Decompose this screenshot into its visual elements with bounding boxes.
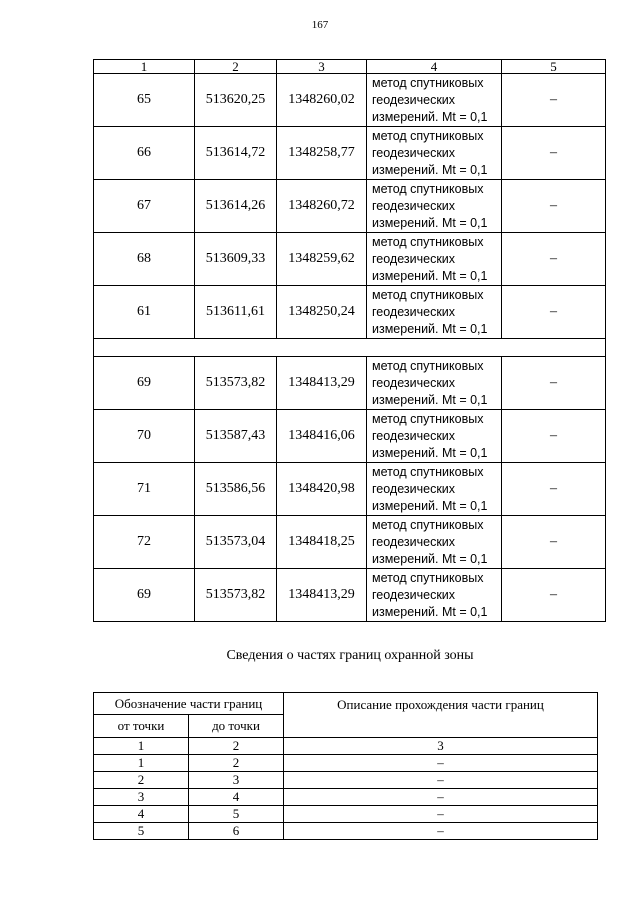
- x-coordinate-cell: 513620,25: [195, 74, 277, 127]
- method-cell: [367, 569, 502, 622]
- table-row: [94, 410, 606, 463]
- header-from-cell: от точки: [94, 715, 189, 738]
- method-line: метод спутниковых: [372, 517, 484, 532]
- description-cell: –: [284, 755, 598, 772]
- method-line: измерений. Mt = 0,1: [372, 321, 488, 336]
- method-line: измерений. Mt = 0,1: [372, 604, 488, 619]
- note-cell: –: [502, 286, 606, 339]
- method-line: метод спутниковых: [372, 75, 484, 90]
- x-coordinate-cell: 513614,72: [195, 127, 277, 180]
- header-to-cell: до точки: [189, 715, 284, 738]
- method-line: геодезических: [372, 145, 456, 160]
- method-cell: [367, 286, 502, 339]
- table-row: [94, 772, 598, 789]
- method-line: метод спутниковых: [372, 181, 484, 196]
- y-coordinate-cell: 1348413,29: [277, 357, 367, 410]
- method-line: геодезических: [372, 375, 456, 390]
- method-line: геодезических: [372, 251, 456, 266]
- numbering-cell: 2: [189, 738, 284, 755]
- from-point-cell: 4: [94, 806, 189, 823]
- header-cell: 2: [195, 60, 277, 74]
- y-coordinate-cell: 1348413,29: [277, 569, 367, 622]
- method-line: метод спутниковых: [372, 411, 484, 426]
- note-cell: –: [502, 357, 606, 410]
- method-cell: [367, 127, 502, 180]
- method-line: геодезических: [372, 587, 456, 602]
- method-line: геодезических: [372, 198, 456, 213]
- point-cell: 61: [94, 286, 195, 339]
- table-row: [94, 823, 598, 840]
- from-point-cell: 3: [94, 789, 189, 806]
- table-row: [94, 233, 606, 286]
- header-cell: 3: [277, 60, 367, 74]
- method-cell: [367, 74, 502, 127]
- section-title: Сведения о частях границ охранной зоны: [226, 648, 474, 663]
- x-coordinate-cell: 513587,43: [195, 410, 277, 463]
- to-point-cell: 3: [189, 772, 284, 789]
- note-cell: –: [502, 410, 606, 463]
- y-coordinate-cell: 1348418,25: [277, 516, 367, 569]
- separator-row: [94, 339, 606, 357]
- table-row: [94, 180, 606, 233]
- point-cell: 72: [94, 516, 195, 569]
- table-row: [94, 806, 598, 823]
- x-coordinate-cell: 513611,61: [195, 286, 277, 339]
- point-cell: 67: [94, 180, 195, 233]
- point-cell: 69: [94, 569, 195, 622]
- from-point-cell: 2: [94, 772, 189, 789]
- to-point-cell: 5: [189, 806, 284, 823]
- method-line: метод спутниковых: [372, 358, 484, 373]
- x-coordinate-cell: 513586,56: [195, 463, 277, 516]
- coordinates-table: [93, 59, 606, 622]
- note-cell: –: [502, 569, 606, 622]
- note-cell: –: [502, 463, 606, 516]
- table-row: [94, 516, 606, 569]
- method-cell: [367, 180, 502, 233]
- header-group-cell: Обозначение части границ: [94, 693, 284, 715]
- method-line: метод спутниковых: [372, 287, 484, 302]
- y-coordinate-cell: 1348250,24: [277, 286, 367, 339]
- method-line: метод спутниковых: [372, 234, 484, 249]
- point-cell: 66: [94, 127, 195, 180]
- header-desc-cell: Описание прохождения части границ: [284, 693, 598, 738]
- point-cell: 68: [94, 233, 195, 286]
- method-line: измерений. Mt = 0,1: [372, 162, 488, 177]
- method-line: измерений. Mt = 0,1: [372, 551, 488, 566]
- method-line: измерений. Mt = 0,1: [372, 498, 488, 513]
- y-coordinate-cell: 1348260,72: [277, 180, 367, 233]
- method-line: геодезических: [372, 481, 456, 496]
- method-cell: [367, 516, 502, 569]
- y-coordinate-cell: 1348258,77: [277, 127, 367, 180]
- description-cell: –: [284, 823, 598, 840]
- parts-header-row: [94, 693, 598, 715]
- table-row: [94, 286, 606, 339]
- table-row: [94, 357, 606, 410]
- header-cell: 4: [367, 60, 502, 74]
- method-line: метод спутниковых: [372, 464, 484, 479]
- method-line: метод спутниковых: [372, 128, 484, 143]
- method-line: измерений. Mt = 0,1: [372, 215, 488, 230]
- note-cell: –: [502, 233, 606, 286]
- y-coordinate-cell: 1348259,62: [277, 233, 367, 286]
- numbering-cell: 3: [284, 738, 598, 755]
- method-cell: [367, 463, 502, 516]
- y-coordinate-cell: 1348416,06: [277, 410, 367, 463]
- x-coordinate-cell: 513573,82: [195, 357, 277, 410]
- method-line: геодезических: [372, 304, 456, 319]
- boundary-parts-table: [93, 692, 598, 840]
- note-cell: –: [502, 74, 606, 127]
- y-coordinate-cell: 1348420,98: [277, 463, 367, 516]
- parts-numbering-row: [94, 738, 598, 755]
- method-line: измерений. Mt = 0,1: [372, 392, 488, 407]
- description-cell: –: [284, 789, 598, 806]
- note-cell: –: [502, 180, 606, 233]
- from-point-cell: 1: [94, 755, 189, 772]
- to-point-cell: 6: [189, 823, 284, 840]
- header-cell: 5: [502, 60, 606, 74]
- note-cell: –: [502, 127, 606, 180]
- table-row: [94, 755, 598, 772]
- method-cell: [367, 233, 502, 286]
- x-coordinate-cell: 513609,33: [195, 233, 277, 286]
- separator-cell: [94, 339, 606, 357]
- x-coordinate-cell: 513573,82: [195, 569, 277, 622]
- note-cell: –: [502, 516, 606, 569]
- table-row: [94, 569, 606, 622]
- x-coordinate-cell: 513614,26: [195, 180, 277, 233]
- from-point-cell: 5: [94, 823, 189, 840]
- header-cell: 1: [94, 60, 195, 74]
- point-cell: 71: [94, 463, 195, 516]
- method-line: геодезических: [372, 428, 456, 443]
- table-row: [94, 127, 606, 180]
- coordinates-header-row: [94, 60, 606, 74]
- point-cell: 70: [94, 410, 195, 463]
- method-line: измерений. Mt = 0,1: [372, 268, 488, 283]
- table-row: [94, 463, 606, 516]
- numbering-cell: 1: [94, 738, 189, 755]
- point-cell: 69: [94, 357, 195, 410]
- to-point-cell: 4: [189, 789, 284, 806]
- method-cell: [367, 357, 502, 410]
- method-line: измерений. Mt = 0,1: [372, 445, 488, 460]
- method-cell: [367, 410, 502, 463]
- to-point-cell: 2: [189, 755, 284, 772]
- method-line: метод спутниковых: [372, 570, 484, 585]
- point-cell: 65: [94, 74, 195, 127]
- description-cell: –: [284, 772, 598, 789]
- method-line: геодезических: [372, 534, 456, 549]
- method-line: геодезических: [372, 92, 456, 107]
- x-coordinate-cell: 513573,04: [195, 516, 277, 569]
- table-row: [94, 789, 598, 806]
- page-number: 167: [311, 19, 329, 31]
- table-row: [94, 74, 606, 127]
- y-coordinate-cell: 1348260,02: [277, 74, 367, 127]
- description-cell: –: [284, 806, 598, 823]
- method-line: измерений. Mt = 0,1: [372, 109, 488, 124]
